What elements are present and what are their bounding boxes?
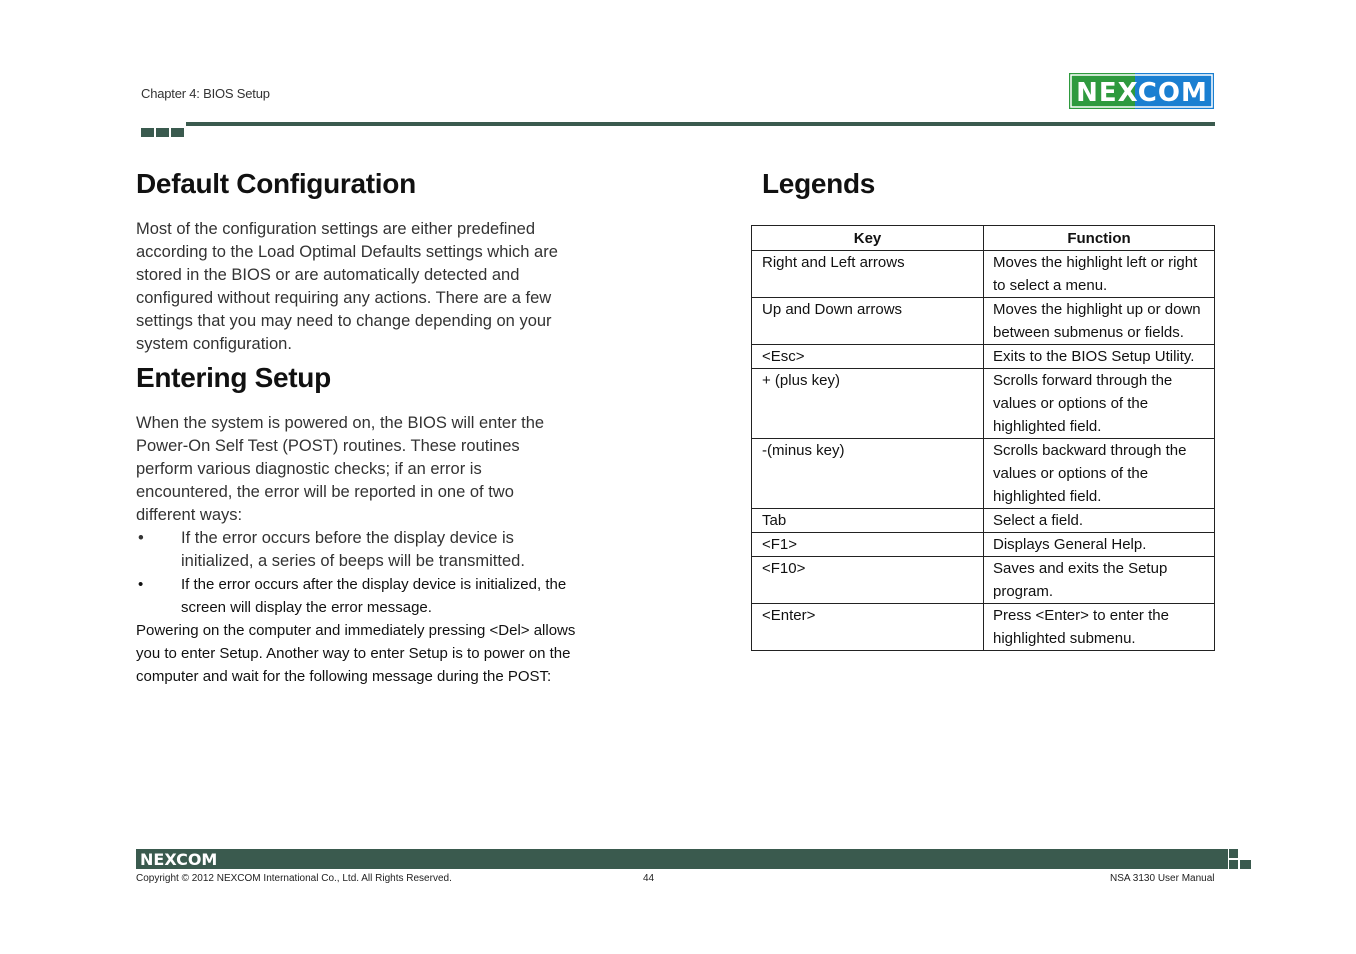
table-header-row bbox=[752, 226, 1215, 251]
function-cell: Moves the highlight left or right to select a menu. bbox=[984, 251, 1215, 298]
key-cell: -(minus key) bbox=[752, 439, 984, 509]
key-cell: <Enter> bbox=[752, 604, 984, 651]
footer-corner-squares bbox=[1229, 849, 1253, 871]
key-cell: Tab bbox=[752, 509, 984, 533]
left-column bbox=[136, 168, 576, 688]
table-row bbox=[752, 439, 1215, 509]
header-rule bbox=[186, 122, 1215, 126]
default-configuration-heading: Default Configuration bbox=[136, 168, 416, 199]
footer-nexcom-logo bbox=[138, 849, 218, 869]
page-number: 44 bbox=[643, 873, 655, 884]
table-row bbox=[752, 345, 1215, 369]
function-cell: Displays General Help. bbox=[984, 533, 1215, 557]
function-cell: Press <Enter> to enter the highlighted submenu. bbox=[984, 604, 1215, 651]
key-cell: <Esc> bbox=[752, 345, 984, 369]
function-cell: Saves and exits the Setup program. bbox=[984, 557, 1215, 604]
key-cell: Up and Down arrows bbox=[752, 298, 984, 345]
footer-bar bbox=[136, 849, 1228, 869]
table-row bbox=[752, 533, 1215, 557]
logo-text: NEXCOM bbox=[1076, 78, 1208, 108]
legends-heading: Legends bbox=[762, 168, 876, 199]
legends-table bbox=[751, 225, 1215, 651]
key-cell: <F10> bbox=[752, 557, 984, 604]
table-row bbox=[752, 369, 1215, 439]
function-cell: Moves the highlight up or down between submenus or fields. bbox=[984, 298, 1215, 345]
function-cell: Select a field. bbox=[984, 509, 1215, 533]
header-squares bbox=[141, 124, 186, 142]
error-bullet-list bbox=[136, 527, 576, 619]
footer-logo-text: NEXCOM bbox=[140, 850, 218, 869]
table-row bbox=[752, 251, 1215, 298]
table-row bbox=[752, 557, 1215, 604]
nexcom-logo bbox=[1069, 73, 1214, 109]
table-row bbox=[752, 509, 1215, 533]
entering-setup-text: When the system is powered on, the BIOS will enter the Power-On Self Test (POST) routines. These routines perform various diagnostic checks; if an error is encountered, the error will be reported in one of two different ways: bbox=[136, 414, 545, 524]
column-header-function: Function bbox=[984, 226, 1215, 251]
key-cell: Right and Left arrows bbox=[752, 251, 984, 298]
entering-setup-heading: Entering Setup bbox=[136, 362, 331, 393]
table-row bbox=[752, 604, 1215, 651]
function-cell: Scrolls forward through the values or options of the highlighted field. bbox=[984, 369, 1215, 439]
powering-on-text: Powering on the computer and immediately pressing <Del> allows you to enter Setup. Another way to enter Setup is to power on the computer and wait for the following message during the POST: bbox=[136, 622, 576, 685]
column-header-key: Key bbox=[752, 226, 984, 251]
manual-title: NSA 3130 User Manual bbox=[1110, 873, 1215, 884]
function-cell: Exits to the BIOS Setup Utility. bbox=[984, 345, 1215, 369]
copyright-text: Copyright © 2012 NEXCOM International Co., Ltd. All Rights Reserved. bbox=[136, 873, 452, 884]
table-row bbox=[752, 298, 1215, 345]
function-cell: Scrolls backward through the values or options of the highlighted field. bbox=[984, 439, 1215, 509]
default-configuration-text: Most of the configuration settings are either predefined according to the Load Optimal Defaults settings which are stored in the BIOS or are automatically detected and configured without requiring any actions. There are a few settings that you may need to change depending on your system configuration. bbox=[136, 220, 558, 353]
chapter-label: Chapter 4: BIOS Setup bbox=[141, 86, 270, 101]
list-item: • If the error occurs after the display device is initialized, the screen will display the error message. bbox=[138, 576, 567, 616]
key-cell: <F1> bbox=[752, 533, 984, 557]
key-cell: + (plus key) bbox=[752, 369, 984, 439]
list-item: • If the error occurs before the display device is initialized, a series of beeps will be transmitted. bbox=[138, 529, 525, 570]
